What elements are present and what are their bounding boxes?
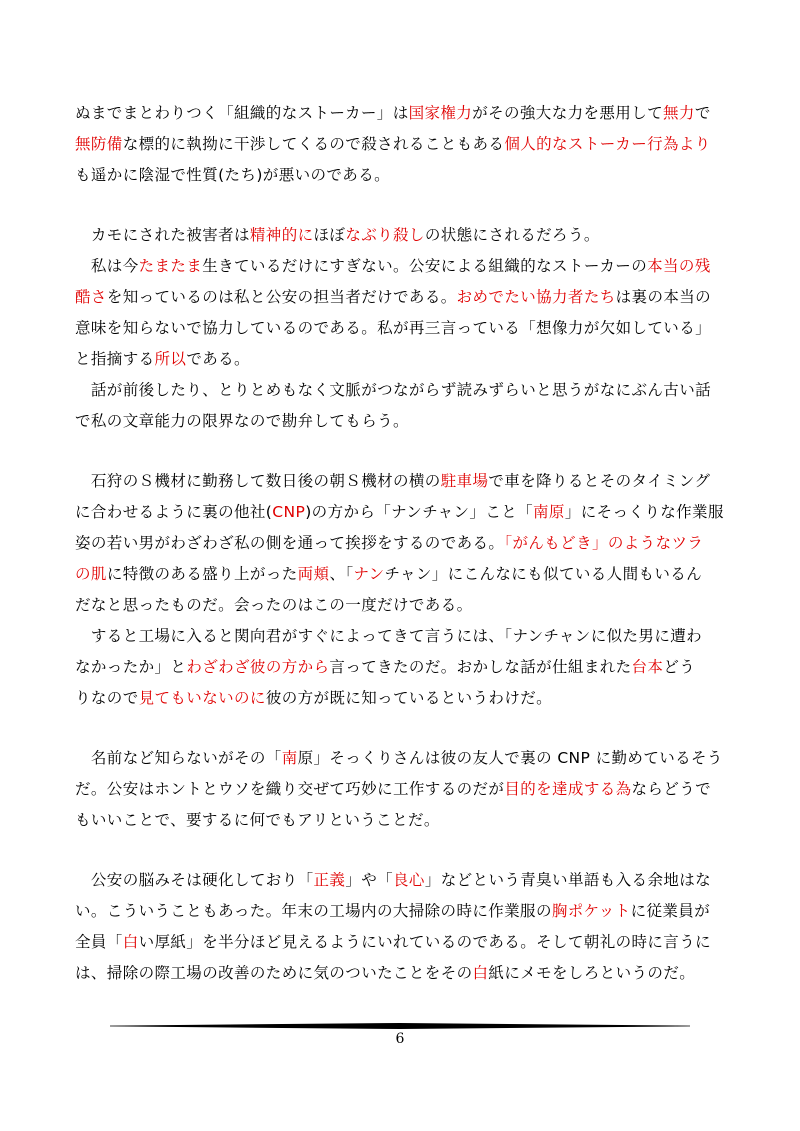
highlighted-text: 白 bbox=[472, 964, 489, 982]
body-text-segment: がその強大な力を悪用して bbox=[472, 104, 664, 122]
highlighted-text: 両頬 bbox=[297, 565, 330, 583]
text-line bbox=[75, 531, 735, 555]
highlighted-text: 国家権力 bbox=[408, 104, 473, 122]
highlighted-text: 無力 bbox=[663, 104, 695, 122]
body-text-segment: 、「 bbox=[329, 565, 354, 583]
highlighted-text: 駐車場 bbox=[440, 472, 489, 490]
body-text-segment: ならどうで bbox=[631, 780, 712, 798]
text-line bbox=[75, 409, 735, 433]
body-text-segment: 全員「 bbox=[75, 933, 123, 951]
highlighted-text: 目的を達成する為 bbox=[504, 780, 632, 798]
body-text-segment: なかったか」と bbox=[75, 658, 187, 676]
body-text-segment: だなと思ったものだ。会ったのはこの一度だけである。 bbox=[75, 596, 473, 614]
highlighted-text: 本当の残 bbox=[647, 257, 711, 275]
text-line bbox=[75, 686, 735, 710]
body-text-segment: で車を降りるとそのタイミング bbox=[488, 472, 711, 490]
footer-rule bbox=[110, 1022, 690, 1030]
text-line bbox=[75, 808, 735, 832]
body-text-segment: 紙にメモをしろというのだ。 bbox=[488, 964, 696, 982]
highlighted-text: ポケット bbox=[567, 902, 631, 920]
body-text-segment: 言ってきたのだ。おかしな話が仕組まれた bbox=[329, 658, 632, 676]
highlighted-text: 所以 bbox=[154, 350, 187, 368]
body-text-segment: い厚紙」を半分ほど見えるようにいれているのである。そして朝礼の時に言うに bbox=[138, 933, 712, 951]
body-text-segment: ぬまでまとわりつく「組織的なストーカー」は bbox=[75, 104, 409, 122]
body-text-segment: に特徴のある盛り上がった bbox=[106, 565, 298, 583]
text-line bbox=[75, 746, 735, 770]
body-text-segment: に合わせるように裏の他社( bbox=[75, 503, 273, 521]
body-text-segment: と指摘する bbox=[75, 350, 155, 368]
page-number: 6 bbox=[395, 1031, 405, 1047]
highlighted-text: 南 bbox=[281, 749, 298, 767]
body-text-segment: りなので bbox=[75, 689, 139, 707]
text-line bbox=[75, 562, 735, 586]
text-line bbox=[75, 899, 735, 923]
highlighted-text: 台本 bbox=[631, 658, 664, 676]
text-line bbox=[75, 378, 735, 402]
body-text-segment: だ。公安はホントとウソを織り交ぜて巧妙に工作するのだが bbox=[75, 780, 505, 798]
body-text-segment: 」や「 bbox=[345, 871, 394, 889]
text-line bbox=[75, 593, 735, 617]
body-text-segment: 名前など知らないがその「 bbox=[75, 749, 282, 767]
highlighted-text: 正義 bbox=[313, 871, 346, 889]
highlighted-text: CNP bbox=[272, 503, 306, 521]
highlighted-text: 南原 bbox=[533, 503, 565, 521]
text-line bbox=[75, 101, 735, 125]
body-text-segment: すると工場に入ると関向君がすぐによってきて言うには、「ナンチャンに似た男に遭わ bbox=[75, 627, 703, 645]
body-text-segment: )の方から「ナンチャン」こと「 bbox=[305, 503, 534, 521]
highlighted-text: おめでたい協力者たち bbox=[456, 288, 616, 306]
highlighted-text: 精神的に bbox=[249, 226, 314, 244]
highlighted-text: 無防備 bbox=[75, 135, 123, 153]
body-text-segment: 」にそっくりな作業服 bbox=[564, 503, 724, 521]
text-line bbox=[75, 655, 735, 679]
highlighted-text: なぶり殺し bbox=[345, 226, 425, 244]
body-text-segment: 私は今 bbox=[75, 257, 139, 275]
text-line bbox=[75, 868, 735, 892]
text-line bbox=[75, 132, 735, 156]
text-line bbox=[75, 777, 735, 801]
body-text-segment: で私の文章能力の限界なので勘弁してもらう。 bbox=[75, 412, 409, 430]
highlighted-text: 見てもいないのに bbox=[138, 689, 266, 707]
body-text-segment: は裏の本当の bbox=[615, 288, 712, 306]
body-text-segment: 公安の脳みそは硬化しており「 bbox=[75, 871, 314, 889]
text-line bbox=[75, 961, 735, 985]
highlighted-text: 酷さ bbox=[75, 288, 107, 306]
highlighted-text: 個人的なストーカー行為より bbox=[504, 135, 711, 153]
highlighted-text: たまたま bbox=[138, 257, 203, 275]
body-text-segment: も遥かに陰湿で性質(たち)が悪いのである。 bbox=[75, 166, 390, 184]
body-text-segment: 話が前後したり、とりとめもなく文脈がつながらず読みずらいと思うがなにぶん古い話 bbox=[75, 381, 712, 399]
highlighted-text: ナン bbox=[353, 565, 385, 583]
body-text-segment: どう bbox=[663, 658, 696, 676]
body-text-segment: な標的に執拗に干渉してくるので殺されることもある bbox=[122, 135, 505, 153]
text-line bbox=[75, 347, 735, 371]
highlighted-text: わざわざ彼の方から bbox=[186, 658, 330, 676]
highlighted-text: 良心 bbox=[393, 871, 425, 889]
text-line bbox=[75, 285, 735, 309]
body-text-segment: 原」そっくりさんは彼の友人で裏の CNP に勤めているそう bbox=[297, 749, 723, 767]
body-text-segment: カモにされた被害者は bbox=[75, 226, 250, 244]
body-text-segment: で bbox=[694, 104, 711, 122]
body-text-segment: チャン」にこんなにも似ている人間もいるん bbox=[384, 565, 703, 583]
text-line bbox=[75, 223, 735, 247]
body-text-segment: 彼の方が既に知っているというわけだ。 bbox=[265, 689, 553, 707]
body-text-segment: ほぼ bbox=[313, 226, 346, 244]
body-text-segment: を知っているのは私と公安の担当者だけである。 bbox=[106, 288, 457, 306]
body-text-segment: 石狩のＳ機材に勤務して数日後の朝Ｓ機材の横の bbox=[75, 472, 441, 490]
body-text-segment: 意味を知らないで協力しているのである。私が再三言っている「想像力が欠如している」 bbox=[75, 319, 712, 337]
text-line bbox=[75, 469, 735, 493]
body-text-segment: に従業員が bbox=[630, 902, 711, 920]
body-text-segment: 生きているだけにすぎない。公安による組織的なストーカーの bbox=[202, 257, 648, 275]
body-text-segment: である。 bbox=[186, 350, 250, 368]
text-line bbox=[75, 500, 735, 524]
text-line bbox=[75, 930, 735, 954]
highlighted-text: 「がんもどき」のようなツラ bbox=[504, 534, 704, 552]
text-line bbox=[75, 163, 735, 187]
body-text-segment: もいいことで、要するに何でもアリということだ。 bbox=[75, 811, 440, 829]
highlighted-text: 白 bbox=[122, 933, 139, 951]
body-text-segment: 」などという青臭い単語も入る余地はな bbox=[424, 871, 712, 889]
highlighted-text: 胸 bbox=[551, 902, 568, 920]
body-text-segment: の状態にされるだろう。 bbox=[424, 226, 600, 244]
body-text-segment: い。こういうこともあった。年末の工場内の大掃除の時に作業服の bbox=[75, 902, 552, 920]
body-text-segment: 姿の若い男がわざわざ私の側を通って挨拶をするのである。 bbox=[75, 534, 505, 552]
text-line bbox=[75, 624, 735, 648]
highlighted-text: の肌 bbox=[75, 565, 107, 583]
text-line bbox=[75, 316, 735, 340]
body-text-segment: は、掃除の際工場の改善のために気のついたことをその bbox=[75, 964, 473, 982]
text-line bbox=[75, 254, 735, 278]
